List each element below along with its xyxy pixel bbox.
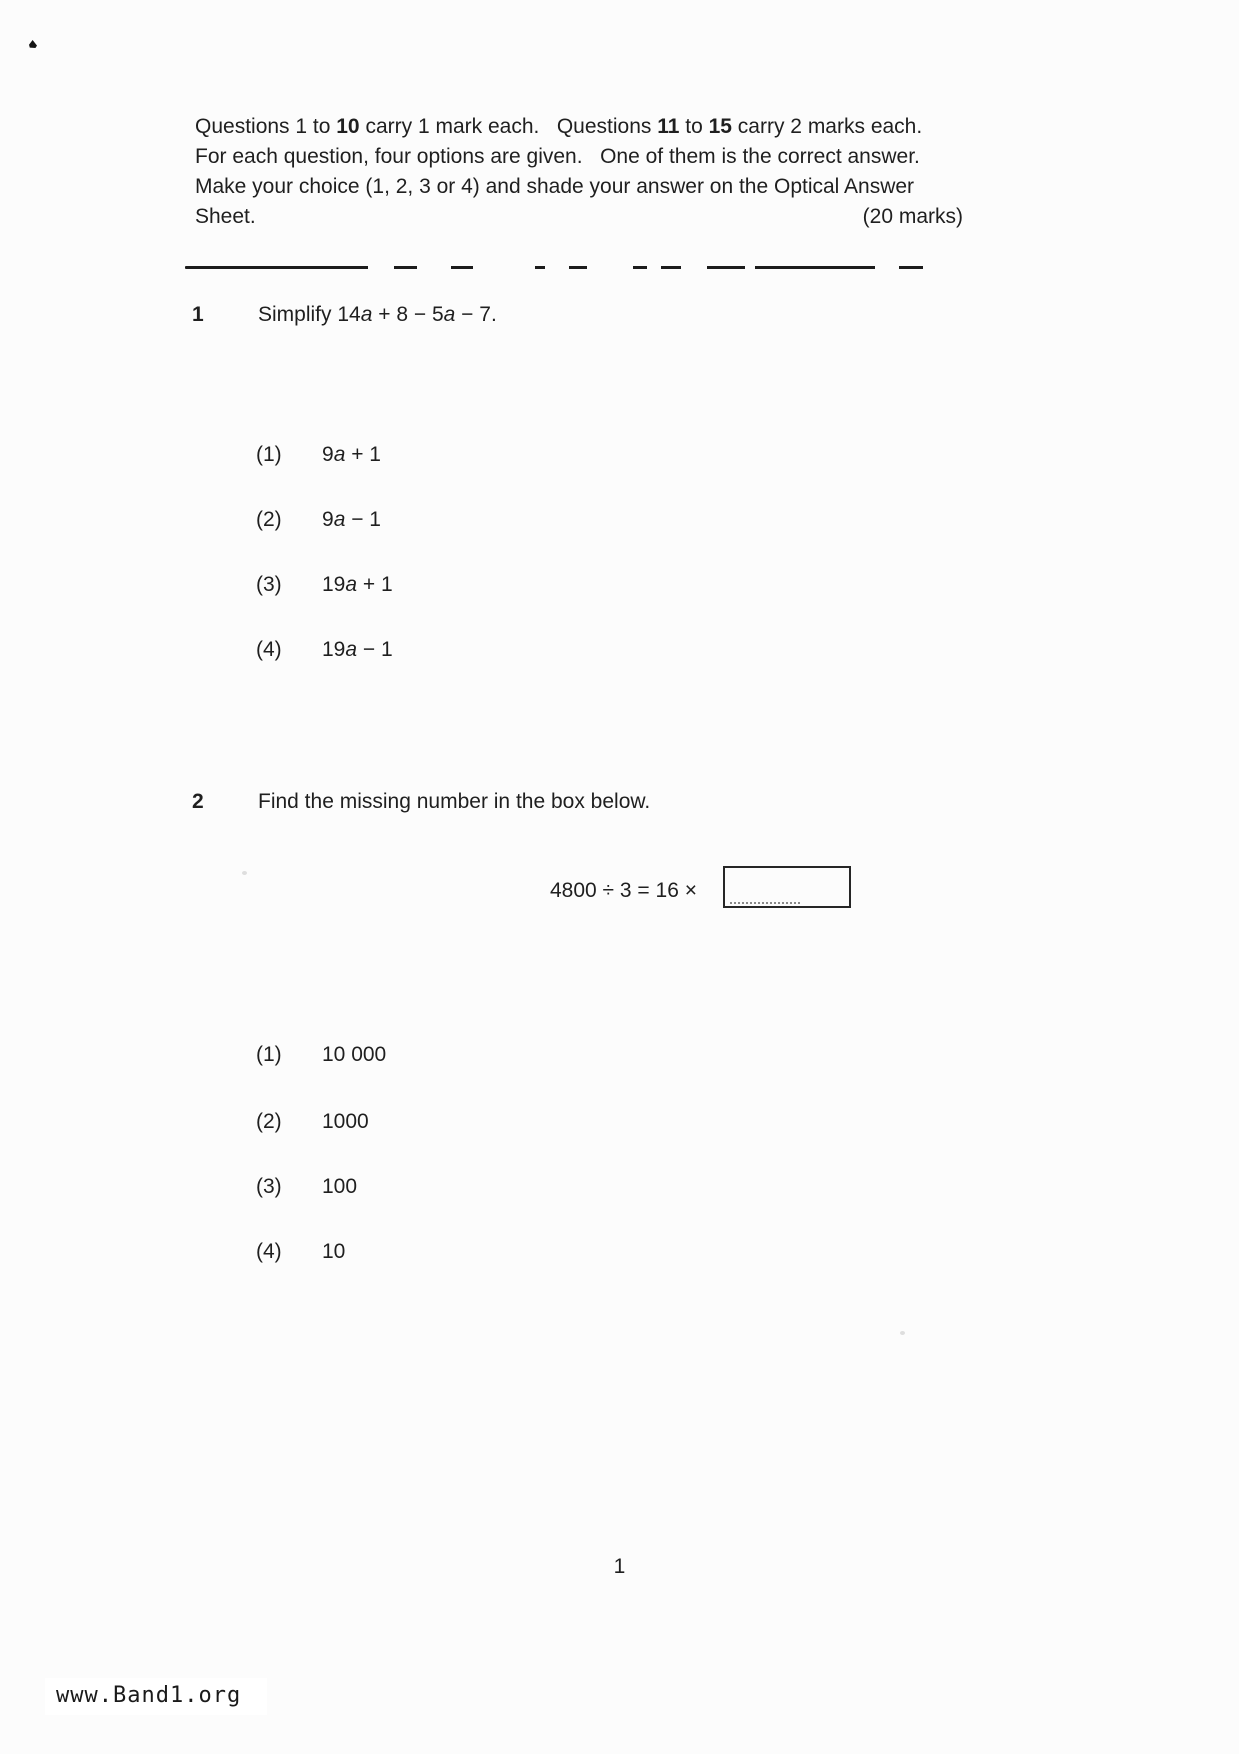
question-1-prompt: Simplify 14a + 8 − 5a − 7. bbox=[258, 303, 497, 326]
question-2-number: 2 bbox=[192, 790, 204, 813]
question-2-equation bbox=[550, 866, 851, 908]
question-2-option-2 bbox=[256, 1110, 369, 1134]
scan-artifact-speck bbox=[900, 1331, 905, 1335]
option-value: 1000 bbox=[322, 1110, 369, 1133]
option-label: (2) bbox=[256, 1110, 282, 1133]
equation-text: 4800 ÷ 3 = 16 × bbox=[550, 879, 697, 902]
instructions-line-4: Sheet. bbox=[195, 205, 256, 228]
scan-artifact-speck bbox=[29, 40, 37, 48]
question-1-option-1 bbox=[256, 443, 381, 467]
option-label: (4) bbox=[256, 1240, 282, 1263]
option-label: (2) bbox=[256, 508, 282, 531]
question-2-prompt: Find the missing number in the box below. bbox=[258, 790, 651, 813]
watermark: www.Band1.org bbox=[45, 1678, 267, 1715]
instructions-line-1: Questions 1 to 10 carry 1 mark each. Questions 11 to 15 carry 2 marks each. bbox=[195, 115, 923, 138]
question-2-option-3 bbox=[256, 1175, 357, 1199]
question-1-option-3 bbox=[256, 573, 393, 597]
instructions-block bbox=[195, 112, 963, 232]
option-label: (1) bbox=[256, 1043, 282, 1066]
question-1-number: 1 bbox=[192, 303, 204, 326]
instructions-line-2: For each question, four options are given. One of them is the correct answer. bbox=[195, 145, 920, 168]
option-value: 100 bbox=[322, 1175, 358, 1198]
option-label: (3) bbox=[256, 1175, 282, 1198]
question-2-option-4 bbox=[256, 1240, 345, 1264]
option-value: 9a − 1 bbox=[322, 508, 381, 531]
question-1-option-2 bbox=[256, 508, 381, 532]
option-label: (3) bbox=[256, 573, 282, 596]
marks-note: (20 marks) bbox=[862, 205, 963, 228]
option-value: 9a + 1 bbox=[322, 443, 381, 466]
page-number: 1 bbox=[613, 1555, 626, 1578]
scan-artifact-speck bbox=[242, 871, 247, 875]
question-1-option-4 bbox=[256, 638, 393, 662]
option-value: 19a + 1 bbox=[322, 573, 393, 596]
option-value: 10 bbox=[322, 1240, 346, 1263]
separator-line bbox=[185, 265, 965, 271]
option-label: (1) bbox=[256, 443, 282, 466]
instructions-line-3: Make your choice (1, 2, 3 or 4) and shade your answer on the Optical Answer bbox=[195, 175, 915, 198]
option-label: (4) bbox=[256, 638, 282, 661]
option-value: 19a − 1 bbox=[322, 638, 393, 661]
question-2-option-1 bbox=[256, 1043, 386, 1067]
option-value: 10 000 bbox=[322, 1043, 387, 1066]
missing-number-box bbox=[723, 866, 851, 908]
